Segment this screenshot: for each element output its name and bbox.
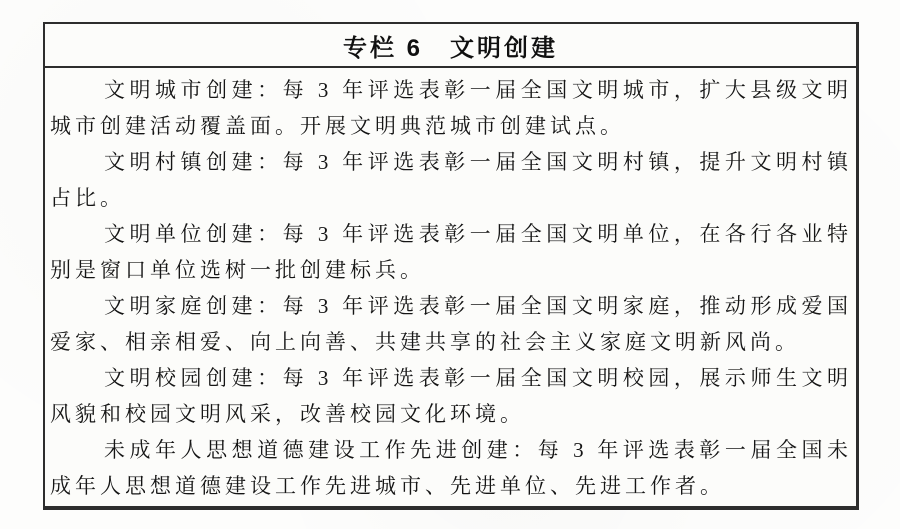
paragraph-civilized-city: 文明城市创建：每 3 年评选表彰一届全国文明城市，扩大县级文明城市创建活动覆盖面。开展文明典范城市创建试点。: [50, 78, 852, 138]
panel-title: 专栏 6 文明创建: [342, 34, 558, 62]
panel-body: [45, 68, 856, 504]
panel-header: [45, 24, 856, 68]
paragraph-civilized-family: 文明家庭创建：每 3 年评选表彰一届全国文明家庭，推动形成爱国爱家、相亲相爱、向上向善、共建共享的社会主义家庭文明新风尚。: [50, 294, 852, 354]
column-box-panel: [43, 22, 859, 510]
paragraph-civilized-unit: 文明单位创建：每 3 年评选表彰一届全国文明单位，在各行各业特别是窗口单位选树一批创建标兵。: [50, 222, 852, 282]
paragraph-civilized-campus: 文明校园创建：每 3 年评选表彰一届全国文明校园，展示师生文明风貌和校园文明风采，改善校园文化环境。: [50, 366, 852, 426]
paragraph-minors-moral-education: 未成年人思想道德建设工作先进创建：每 3 年评选表彰一届全国未成年人思想道德建设工作先进城市、先进单位、先进工作者。: [50, 438, 852, 498]
paragraph-civilized-village: 文明村镇创建：每 3 年评选表彰一届全国文明村镇，提升文明村镇占比。: [50, 150, 852, 210]
